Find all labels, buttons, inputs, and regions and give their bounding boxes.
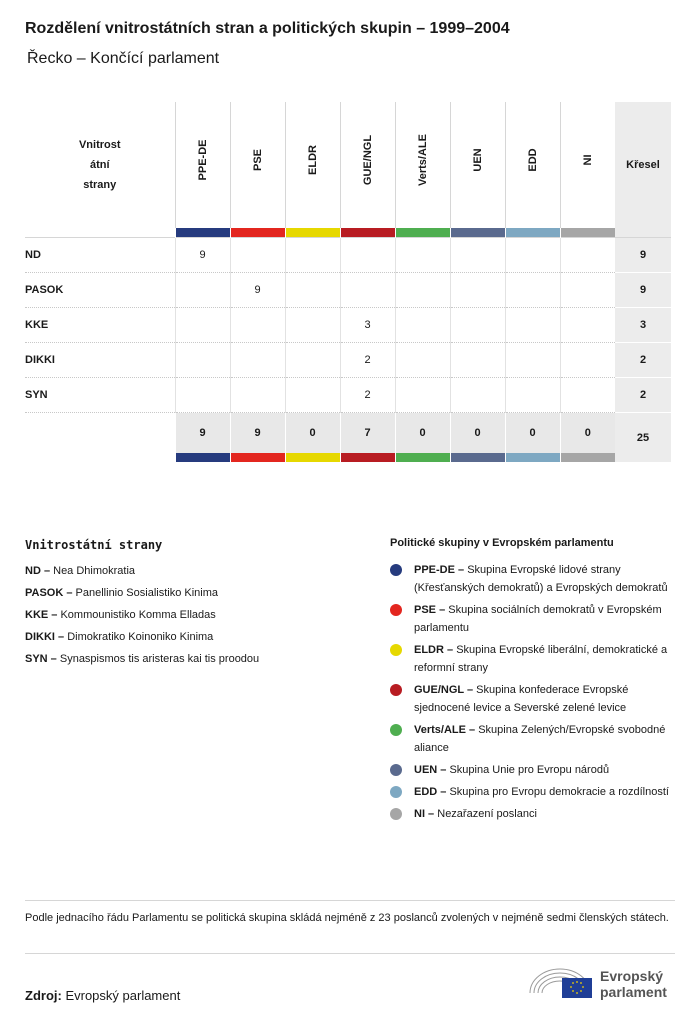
group-color-swatch xyxy=(395,228,450,238)
group-total: 0 xyxy=(395,413,450,454)
group-color-swatch xyxy=(450,228,505,238)
group-color-dot xyxy=(390,808,402,820)
page-subtitle: Řecko – Končící parlament xyxy=(27,50,220,67)
seat-cell xyxy=(560,378,615,413)
table-header-row xyxy=(25,102,671,228)
group-color-bar xyxy=(25,228,671,238)
seat-cell xyxy=(230,238,285,273)
group-color-swatch xyxy=(450,453,505,462)
group-header-4 xyxy=(340,102,395,228)
seat-cell xyxy=(560,308,615,343)
seat-cell xyxy=(340,273,395,308)
party-name: KKE xyxy=(25,308,175,343)
group-header-3 xyxy=(285,102,340,228)
national-legend-item xyxy=(25,608,345,622)
party-seat-total: 2 xyxy=(615,378,671,413)
group-abbr: Verts/ALE – xyxy=(414,724,476,736)
group-color-swatch xyxy=(175,228,230,238)
seat-distribution-table xyxy=(25,102,671,462)
group-color-swatch xyxy=(560,453,615,462)
political-groups-legend xyxy=(390,537,680,827)
seat-cell xyxy=(505,343,560,378)
national-legend-heading: Vnitrostátní strany xyxy=(25,538,163,552)
group-color-swatch xyxy=(175,453,230,462)
seat-cell xyxy=(285,238,340,273)
seat-cell xyxy=(505,238,560,273)
group-code: NI xyxy=(581,154,594,166)
table-row xyxy=(25,343,671,378)
party-name: PASOK xyxy=(25,273,175,308)
group-color-dot xyxy=(390,764,402,776)
group-code: Verts/ALE xyxy=(416,134,429,186)
group-header-1 xyxy=(175,102,230,228)
source-value: Evropský parlament xyxy=(65,988,181,1003)
group-abbr: PPE-DE – xyxy=(414,564,465,576)
seat-cell xyxy=(450,238,505,273)
group-description: Skupina Evropské lidové strany (Křesťanských demokratů) a Evropských demokratů xyxy=(414,564,668,594)
party-full-name: Nea Dhimokratia xyxy=(53,565,136,577)
group-color-swatch xyxy=(230,228,285,238)
page-title: Rozdělení vnitrostátních stran a politických skupin – 1999–2004 xyxy=(25,20,510,37)
party-column-header: Vnitrost átní strany xyxy=(78,139,121,191)
group-total: 0 xyxy=(285,413,340,454)
national-legend-item xyxy=(25,652,345,666)
seat-cell xyxy=(505,273,560,308)
group-legend-item xyxy=(390,681,680,717)
group-abbr: EDD – xyxy=(414,786,447,798)
party-seat-total: 9 xyxy=(615,273,671,308)
group-code: PPE-DE xyxy=(196,139,209,181)
table-row xyxy=(25,308,671,343)
group-abbr: PSE – xyxy=(414,604,446,616)
seat-cell xyxy=(340,238,395,273)
national-parties-legend xyxy=(25,538,345,674)
group-header-2 xyxy=(230,102,285,228)
logo-line1: Evropský xyxy=(600,968,664,984)
seat-cell xyxy=(450,343,505,378)
group-abbr: NI – xyxy=(414,808,435,820)
hemicycle-icon xyxy=(528,963,594,1003)
group-color-dot xyxy=(390,644,402,656)
group-legend-item xyxy=(390,761,680,779)
seat-cell: 2 xyxy=(340,343,395,378)
seat-cell xyxy=(395,378,450,413)
party-abbr: SYN – xyxy=(25,653,57,665)
group-description: Skupina pro Evropu demokracie a rozdílností xyxy=(449,786,669,798)
group-legend-item xyxy=(390,783,680,801)
seat-cell: 3 xyxy=(340,308,395,343)
seat-cell: 9 xyxy=(230,273,285,308)
group-description: Skupina sociálních demokratů v Evropském parlamentu xyxy=(414,604,662,634)
group-code: PSE xyxy=(251,148,264,172)
party-name: ND xyxy=(25,238,175,273)
party-full-name: Kommounistiko Komma Elladas xyxy=(60,609,216,621)
group-color-swatch xyxy=(285,228,340,238)
group-code: EDD xyxy=(526,148,539,172)
national-legend-item xyxy=(25,586,345,600)
group-color-dot xyxy=(390,604,402,616)
group-total: 0 xyxy=(560,413,615,454)
group-total: 0 xyxy=(505,413,560,454)
group-legend-item xyxy=(390,805,680,823)
group-color-swatch xyxy=(505,453,560,462)
party-name: DIKKI xyxy=(25,343,175,378)
party-abbr: ND – xyxy=(25,565,51,577)
group-color-dot xyxy=(390,564,402,576)
group-color-dot xyxy=(390,786,402,798)
group-description: Skupina konfederace Evropské sjednocené levice a Severské zelené levice xyxy=(414,684,629,714)
seat-cell xyxy=(230,308,285,343)
seat-cell xyxy=(505,378,560,413)
party-abbr: PASOK – xyxy=(25,587,73,599)
party-seat-total: 9 xyxy=(615,238,671,273)
seat-cell xyxy=(175,308,230,343)
bar-spacer xyxy=(25,453,175,462)
party-seat-total: 2 xyxy=(615,343,671,378)
group-legend-item xyxy=(390,641,680,677)
source-label: Zdroj: xyxy=(25,988,62,1003)
table-row xyxy=(25,378,671,413)
seat-cell xyxy=(395,343,450,378)
seat-cell xyxy=(175,273,230,308)
party-abbr: KKE – xyxy=(25,609,58,621)
group-code: GUE/NGL xyxy=(361,134,374,186)
group-color-swatch xyxy=(285,453,340,462)
group-color-swatch xyxy=(230,453,285,462)
group-description: Skupina Unie pro Evropu národů xyxy=(449,764,610,776)
group-total: 7 xyxy=(340,413,395,454)
national-legend-item xyxy=(25,564,345,578)
group-legend-item xyxy=(390,721,680,757)
group-legend-item xyxy=(390,601,680,637)
table-row xyxy=(25,238,671,273)
seat-cell: 9 xyxy=(175,238,230,273)
bar-spacer xyxy=(615,228,671,238)
rules-note: Podle jednacího řádu Parlamentu se politická skupina skládá nejméně z 23 poslanců zvolených v nejméně sedmi členských státech. xyxy=(25,900,675,927)
group-description: Skupina Zelených/Evropské svobodné aliance xyxy=(414,724,666,754)
group-description: Nezařazení poslanci xyxy=(437,808,537,820)
group-totals-row xyxy=(25,413,671,454)
seat-cell xyxy=(505,308,560,343)
group-header-6 xyxy=(450,102,505,228)
group-color-dot xyxy=(390,724,402,736)
group-header-7 xyxy=(505,102,560,228)
seat-cell xyxy=(395,273,450,308)
party-seat-total: 3 xyxy=(615,308,671,343)
seat-cell xyxy=(560,343,615,378)
seat-cell xyxy=(230,343,285,378)
party-abbr: DIKKI – xyxy=(25,631,65,643)
party-full-name: Dimokratiko Koinoniko Kinima xyxy=(67,631,214,643)
party-full-name: Synaspismos tis aristeras kai tis proodou xyxy=(59,653,260,665)
group-code: UEN xyxy=(471,148,484,172)
party-name: SYN xyxy=(25,378,175,413)
logo-line2: parlament xyxy=(600,984,667,1000)
seat-cell xyxy=(285,343,340,378)
group-abbr: GUE/NGL – xyxy=(414,684,474,696)
bar-spacer xyxy=(25,228,175,238)
seats-column-header: Křesel xyxy=(615,102,671,228)
seat-cell xyxy=(285,273,340,308)
seat-cell xyxy=(395,308,450,343)
group-total: 9 xyxy=(230,413,285,454)
group-code: ELDR xyxy=(306,145,319,175)
group-color-swatch xyxy=(395,453,450,462)
group-color-swatch xyxy=(340,453,395,462)
totals-spacer xyxy=(25,413,175,454)
seat-cell xyxy=(285,378,340,413)
group-total: 9 xyxy=(175,413,230,454)
source-line xyxy=(25,988,180,1003)
national-legend-item xyxy=(25,630,345,644)
seat-cell xyxy=(285,308,340,343)
group-header-5 xyxy=(395,102,450,228)
seat-cell xyxy=(175,378,230,413)
party-full-name: Panellinio Sosialistiko Kinima xyxy=(75,587,219,599)
group-color-swatch xyxy=(340,228,395,238)
group-color-swatch xyxy=(505,228,560,238)
table-row xyxy=(25,273,671,308)
seat-cell xyxy=(560,273,615,308)
group-legend-item xyxy=(390,561,680,597)
european-parliament-logo xyxy=(528,963,678,1003)
group-color-swatch xyxy=(560,228,615,238)
group-header-8 xyxy=(560,102,615,228)
group-description: Skupina Evropské liberální, demokratické a reformní strany xyxy=(414,644,668,674)
seat-cell: 2 xyxy=(340,378,395,413)
seat-cell xyxy=(560,238,615,273)
seat-cell xyxy=(450,308,505,343)
group-legend-heading: Politické skupiny v Evropském parlamentu xyxy=(390,537,614,549)
group-color-dot xyxy=(390,684,402,696)
group-color-bar-bottom xyxy=(25,453,671,462)
grand-total: 25 xyxy=(615,413,671,463)
group-abbr: UEN – xyxy=(414,764,447,776)
seat-cell xyxy=(175,343,230,378)
seat-cell xyxy=(230,378,285,413)
group-abbr: ELDR – xyxy=(414,644,454,656)
seat-cell xyxy=(450,378,505,413)
divider xyxy=(25,953,675,954)
seat-cell xyxy=(395,238,450,273)
group-total: 0 xyxy=(450,413,505,454)
seat-cell xyxy=(450,273,505,308)
